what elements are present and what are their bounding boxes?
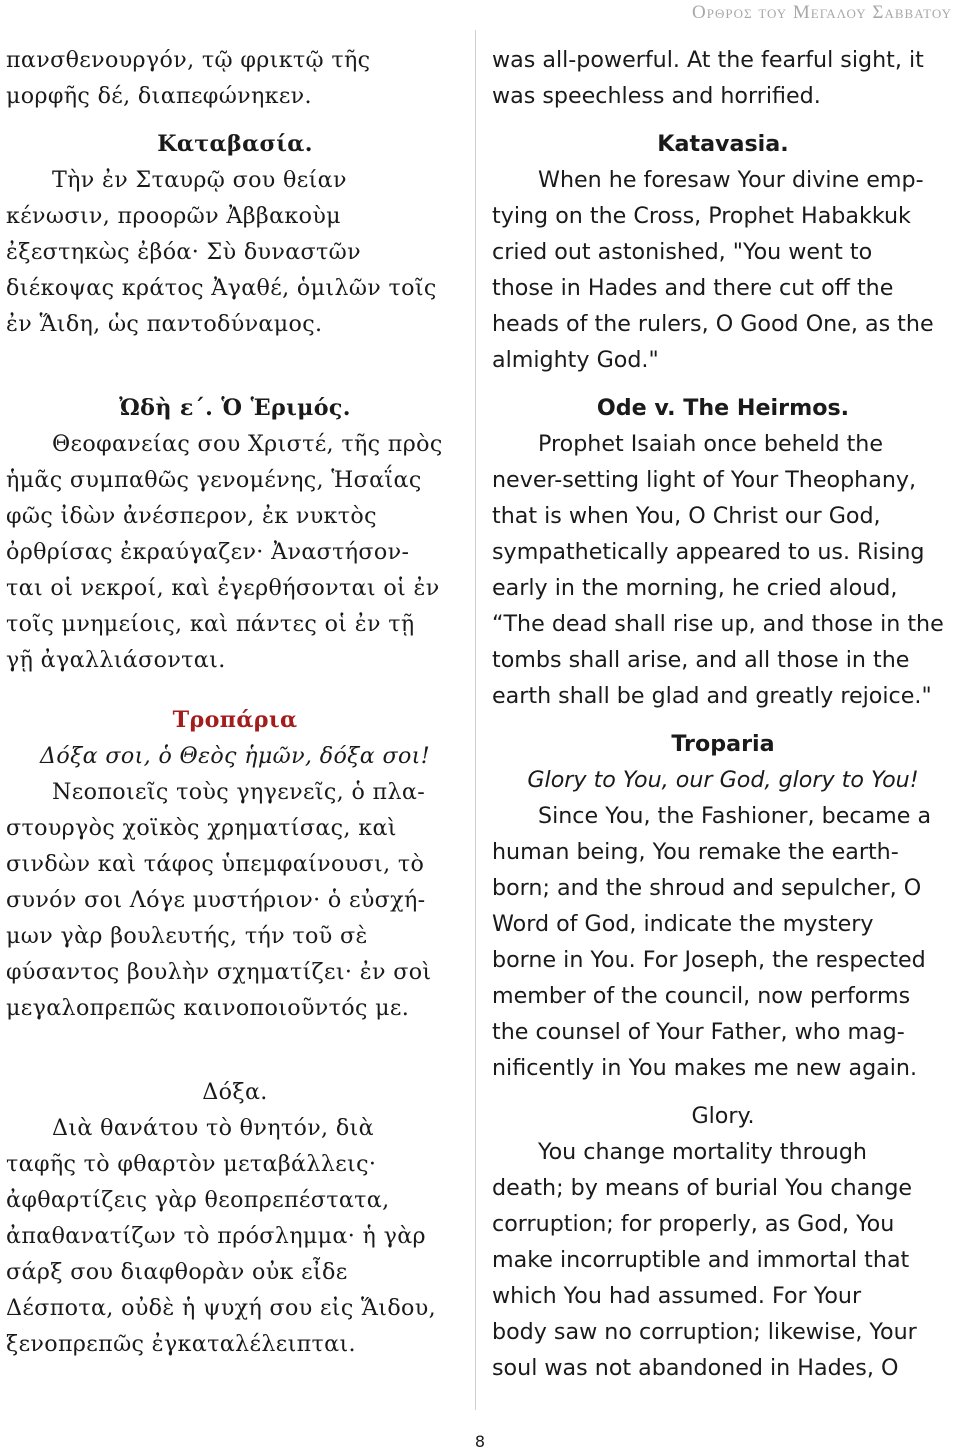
greek-katavasia-line: ἐν Ἅιδη, ὡς παντοδύναμος.: [6, 311, 323, 337]
english-doxa-line: soul was not abandoned in Hades, O: [492, 1355, 899, 1381]
english-doxa-line: corruption; for properly, as God, You: [492, 1211, 895, 1237]
greek-katavasia-line: ἐξεστηκὼς ἐβόα· Σὺ δυναστῶν: [6, 239, 361, 265]
english-ode-line: that is when You, O Christ our God,: [492, 503, 881, 529]
english-katavasia-line: When he foresaw Your divine emp-: [538, 167, 924, 193]
english-katavasia-line: tying on the Cross, Prophet Habakkuk: [492, 203, 911, 229]
greek-ode-line: φῶς ἰδὼν ἀνέσπερον, ἐκ νυκτὸς: [6, 503, 377, 529]
greek-doxa-line: ξενοπρεπῶς ἐγκαταλέλειπται.: [6, 1331, 356, 1357]
english-troparia-line: the counsel of Your Father, who mag-: [492, 1019, 905, 1045]
english-katavasia-heading: Katavasia.: [657, 131, 789, 157]
english-troparia-line: borne in You. For Joseph, the respected: [492, 947, 926, 973]
greek-doxa-line: ταφῆς τὸ φθαρτὸν μεταβάλλεις·: [6, 1151, 377, 1177]
column-divider: [475, 30, 476, 1410]
greek-ode-line: Θεοφανείας σου Χριστέ, τῆς πρὸς: [52, 431, 443, 457]
english-katavasia-line: almighty God.": [492, 347, 659, 373]
english-ode-line: sympathetically appeared to us. Rising: [492, 539, 925, 565]
greek-ode-line: ται οἱ νεκροί, καὶ ἐγερθήσονται οἱ ἐν: [6, 575, 440, 601]
english-ode-heading: Ode v. The Heirmos.: [596, 395, 850, 421]
greek-doxa-line: ἀφθαρτίζεις γὰρ θεοπρεπέστατα,: [6, 1187, 390, 1213]
english-ode-line: earth shall be glad and greatly rejoice.": [492, 683, 932, 709]
english-troparia-refrain: Glory to You, our God, glory to You!: [527, 767, 919, 793]
greek-doxa-line: Διὰ θανάτου τὸ θνητόν, διὰ: [52, 1115, 374, 1141]
english-troparia-heading: Troparia: [671, 731, 775, 757]
english-katavasia-line: cried out astonished, "You went to: [492, 239, 873, 265]
english-doxa-line: death; by means of burial You change: [492, 1175, 913, 1201]
greek-ode-line: ὀρθρίσας ἐκραύγαζεν· Ἀναστήσον-: [6, 539, 410, 565]
english-doxa-line: which You had assumed. For Your: [492, 1283, 862, 1309]
greek-troparia-line: συνόν σοι Λόγε μυστήριον· ὁ εὐσχή-: [6, 887, 426, 913]
greek-katavasia-heading: Καταβασία.: [157, 131, 313, 157]
page-number: 8: [474, 1432, 486, 1451]
english-troparia-line: human being, You remake the earth-: [492, 839, 899, 865]
english-cont-line: was all-powerful. At the fearful sight, it: [492, 47, 924, 73]
running-head: Ορθρος του Μεγαλου Σαββατου: [692, 2, 952, 23]
english-ode-line: early in the morning, he cried aloud,: [492, 575, 898, 601]
greek-katavasia-line: Τὴν ἐν Σταυρῷ σου θείαν: [52, 167, 347, 193]
greek-troparia-heading: Τροπάρια: [172, 707, 298, 733]
greek-doxa-line: Δέσποτα, οὐδὲ ἡ ψυχή σου εἰς Ἅιδου,: [6, 1295, 437, 1321]
greek-troparia-line: φύσαντος βουλὴν σχηματίζει· ἐν σοὶ: [6, 959, 432, 985]
greek-cont-line: μορφῆς δέ, διαπεφώνηκεν.: [6, 83, 312, 109]
english-troparia-line: Since You, the Fashioner, became a: [538, 803, 932, 829]
greek-ode-line: γῇ ἀγαλλιάσονται.: [6, 647, 226, 673]
greek-katavasia-line: διέκοψας κράτος Ἀγαθέ, ὁμιλῶν τοῖς: [6, 275, 437, 301]
greek-cont-line: πανσθενουργόν, τῷ φρικτῷ τῆς: [6, 47, 371, 73]
english-troparia-line: born; and the shroud and sepulcher, O: [492, 875, 922, 901]
greek-doxa-line: σάρξ σου διαφθορὰν οὐκ εἶδε: [6, 1259, 348, 1285]
greek-troparia-line: μεγαλοπρεπῶς καινοποιοῦντός με.: [6, 995, 410, 1021]
greek-ode-line: τοῖς μνημείοις, καὶ πάντες οἱ ἐν τῇ: [6, 611, 415, 637]
greek-column: [6, 42, 464, 1362]
greek-troparia-refrain: Δόξα σοι, ὁ Θεὸς ἡμῶν, δόξα σοι!: [40, 743, 430, 769]
greek-troparia-line: μων γὰρ βουλευτής, τήν τοῦ σὲ: [6, 923, 368, 949]
english-doxa-line: body saw no corruption; likewise, Your: [492, 1319, 917, 1345]
greek-troparia-line: σινδὼν καὶ τάφος ὑπεμφαίνουσι, τὸ: [6, 851, 425, 877]
english-column: [492, 42, 954, 1386]
english-ode-line: Prophet Isaiah once beheld the: [538, 431, 884, 457]
greek-ode-heading: Ὠδὴ ε΄. Ὁ Ἑριμός.: [119, 395, 351, 421]
english-cont-line: was speechless and horrified.: [492, 83, 821, 109]
greek-troparia-line: Νεοποιεῖς τοὺς γηγενεῖς, ὁ πλα-: [52, 779, 426, 805]
greek-troparia-line: στουργὸς χοϊκὸς χρηματίσας, καὶ: [6, 815, 397, 841]
english-ode-line: “The dead shall rise up, and those in the: [492, 611, 944, 637]
english-troparia-line: Word of God, indicate the mystery: [492, 911, 874, 937]
english-ode-line: tombs shall arise, and all those in the: [492, 647, 910, 673]
english-doxa-line: make incorruptible and immortal that: [492, 1247, 910, 1273]
english-doxa-heading: Glory.: [691, 1103, 755, 1129]
greek-doxa-line: ἀπαθανατίζων τὸ πρόσλημμα· ἡ γὰρ: [6, 1223, 426, 1249]
english-doxa-line: You change mortality through: [538, 1139, 867, 1165]
greek-ode-line: ἡμᾶς συμπαθῶς γενομένης, Ἡσαΐας: [6, 467, 422, 493]
english-troparia-line: member of the council, now performs: [492, 983, 911, 1009]
english-ode-line: never-setting light of Your Theophany,: [492, 467, 917, 493]
greek-katavasia-line: κένωσιν, προορῶν Ἀββακοὺμ: [6, 203, 341, 229]
english-katavasia-line: those in Hades and there cut off the: [492, 275, 894, 301]
english-katavasia-line: heads of the rulers, O Good One, as the: [492, 311, 934, 337]
english-troparia-line: nificently in You makes me new again.: [492, 1055, 918, 1081]
greek-doxa-heading: Δόξα.: [202, 1079, 268, 1105]
